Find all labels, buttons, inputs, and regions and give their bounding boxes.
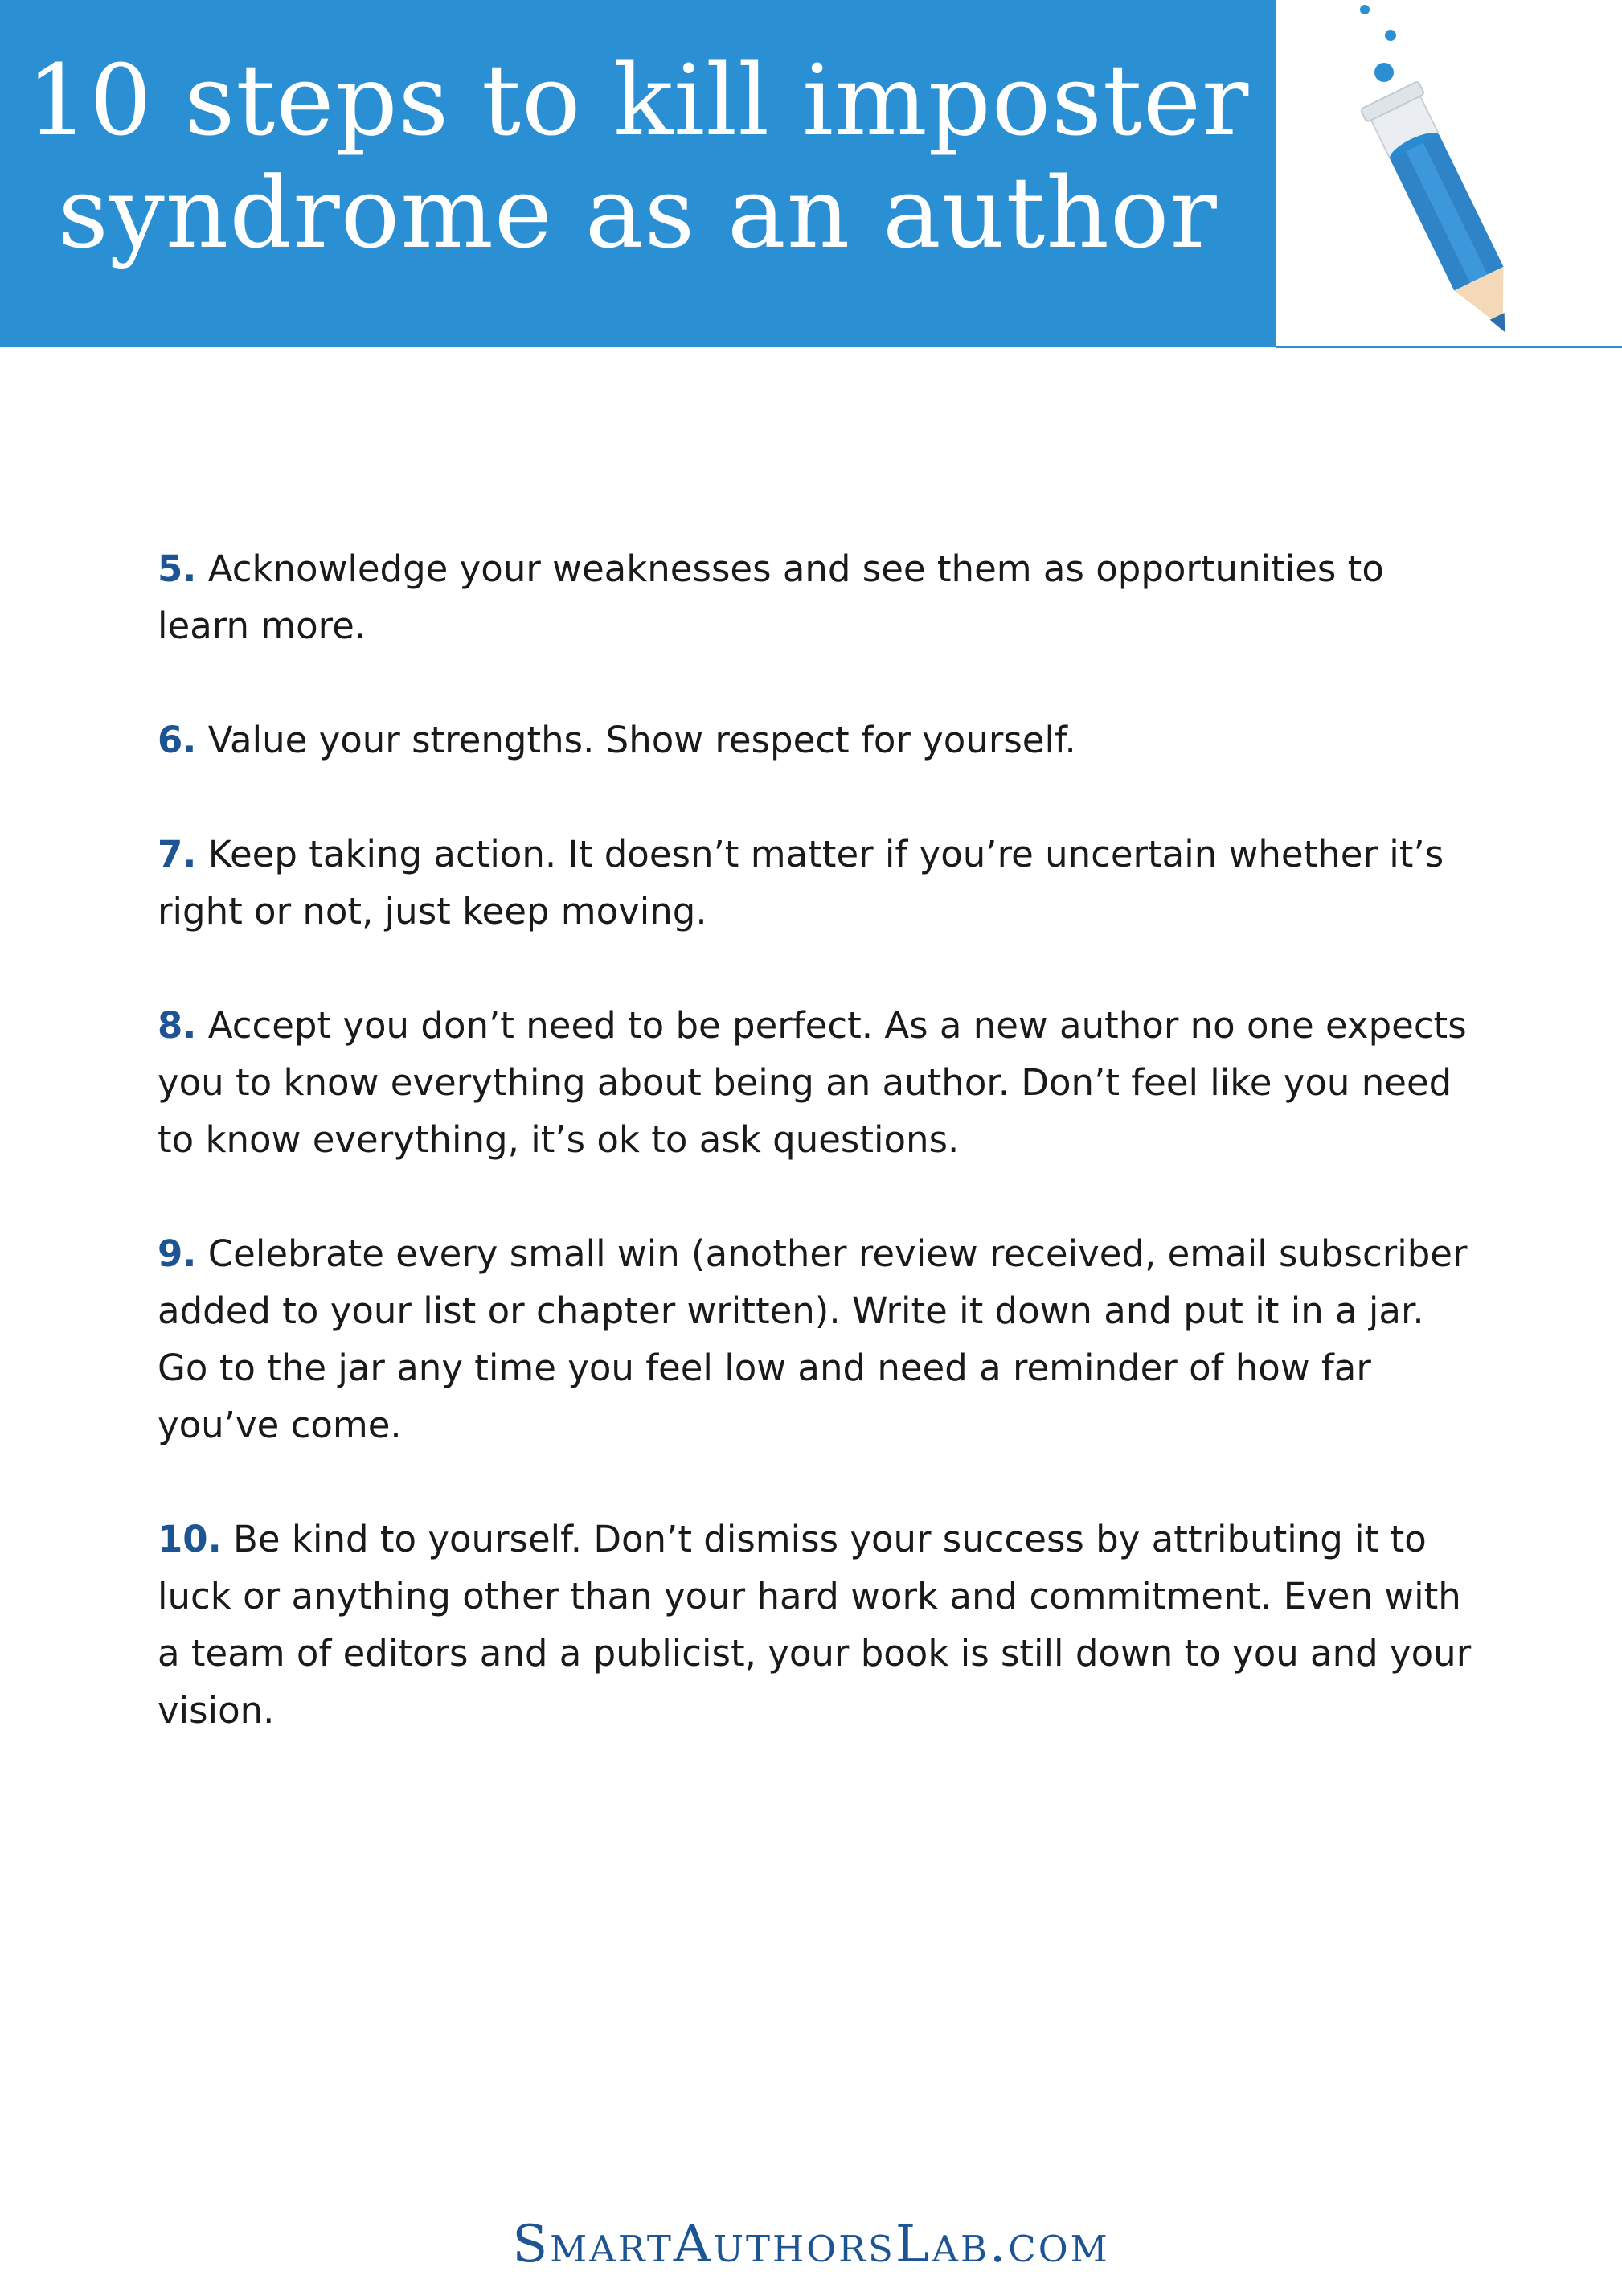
step-number: 9. [158,1232,197,1275]
step-item [158,1511,1476,1739]
header-banner [0,0,1276,347]
step-text: Accept you don’t need to be perfect. As a new author no one expects you to know everything about being an author. Don’t feel like you need to know everything, it’s ok to ask questions. [158,1004,1467,1161]
step-text: Be kind to yourself. Don’t dismiss your success by attributing it to luck or anything other than your hard work and commitment. Even with a team of editors and a publicist, your book is still down to you and your vision. [158,1518,1472,1732]
step-number: 10. [158,1518,222,1560]
step-number: 5. [158,547,197,590]
title-line-1: 10 steps to kill imposter [26,43,1250,158]
step-number: 8. [158,1004,197,1047]
step-text: Celebrate every small win (another review received, email subscriber added to your list or chapter written). Write it down and put it in a jar. Go to the jar any time you feel low and need a reminder of how far you’ve come. [158,1232,1468,1446]
header-rule [1276,346,1622,348]
step-item [158,997,1476,1168]
bubble-icon [1360,5,1370,14]
step-text: Acknowledge your weaknesses and see them as opportunities to learn more. [158,547,1384,647]
title-line-2: syndrome as an author [58,156,1218,270]
page-title [0,44,1276,269]
footer-site-link[interactable]: SmartAuthorsLab.com [512,2215,1110,2274]
step-text: Keep taking action. It doesn’t matter if you’re uncertain whether it’s right or not, just keep moving. [158,833,1444,933]
step-item [158,540,1476,654]
bubble-icon [1374,63,1394,82]
bubble-icon [1385,30,1396,41]
step-item [158,711,1476,769]
step-item [158,826,1476,940]
step-text: Value your strengths. Show respect for yourself. [207,719,1076,761]
steps-list [158,540,1476,1796]
step-number: 6. [158,719,197,761]
step-item [158,1225,1476,1453]
pencil-icon [1334,0,1575,346]
step-number: 7. [158,833,197,875]
